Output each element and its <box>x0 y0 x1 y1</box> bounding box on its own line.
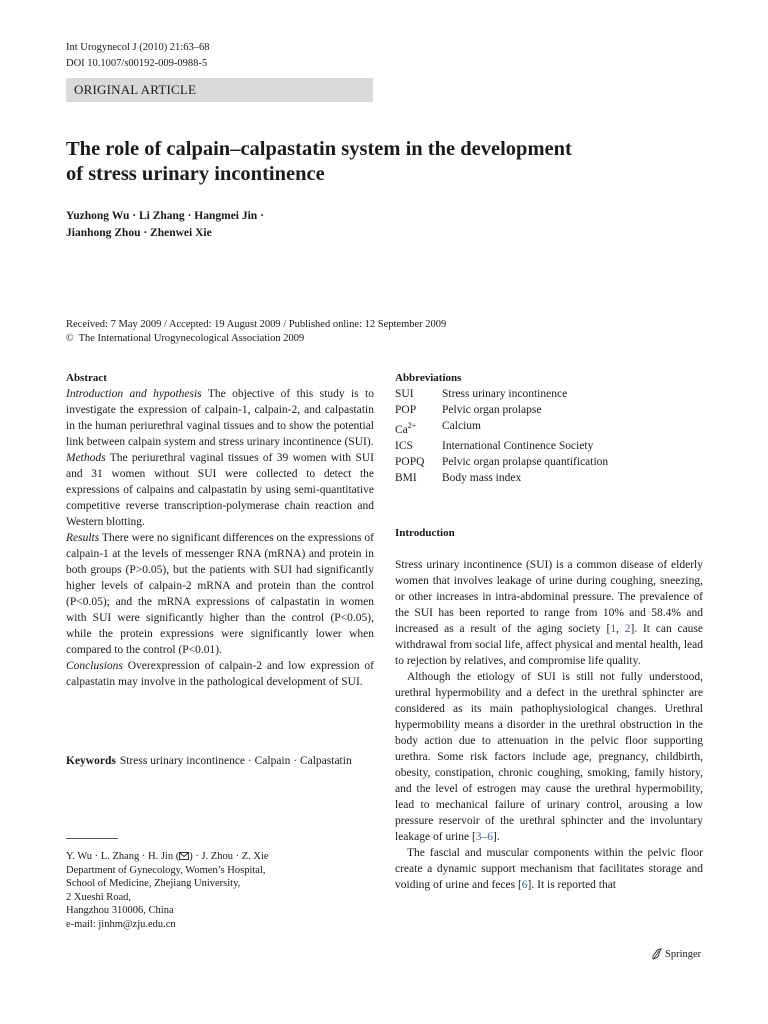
journal-doi: DOI 10.1007/s00192-009-0988-5 <box>66 58 208 69</box>
abstract-introduction <box>66 386 374 450</box>
abstract-conclusions <box>66 658 374 690</box>
abbreviation-row <box>395 454 703 470</box>
publisher-mark <box>651 948 701 960</box>
abbreviation-definition: International Continence Society <box>442 439 594 452</box>
abbreviation-definition: Body mass index <box>442 471 522 484</box>
abstract-methods-text: The periurethral vaginal tissues of 39 women with SUI and 31 women without SUI were collected to detect the expressions of calpains and calpastatin by using semi-quantitative competitive reverse transcription-polymerase chain reaction and Western blotting. <box>66 452 374 528</box>
copyright-icon: © <box>66 333 74 344</box>
abstract-results-label: Results <box>66 532 100 544</box>
introduction-paragraph-2 <box>395 669 703 845</box>
article-type-banner: ORIGINAL ARTICLE <box>66 78 373 102</box>
abstract-heading: Abstract <box>66 372 107 384</box>
abbreviation-term <box>395 418 442 438</box>
intro-p1-text-a: Stress urinary incontinence (SUI) is a common disease of elderly women that involves leakage of urine during coughing, sneezing, or other increases in intra-abdominal pressure. The prevalence of the SUI has been reported to range from 10% and 58.4% and increased as a result of the aging society [ <box>395 559 703 635</box>
abstract-intro-label: Introduction and hypothesis <box>66 388 202 400</box>
keywords <box>66 753 366 769</box>
affiliation-line-2: School of Medicine, Zhejiang University, <box>66 878 241 889</box>
intro-p2-text-a: Although the etiology of SUI is still not fully understood, urethral hypermobility and a defect in the urethral sphincter are considered as its main pathophysiological changes. Urethral hypermobility means a disorder in the urethral obstruction in the body action due to attenuation in the pelvic floor supporting urethra. Some risk factors include age, pregnancy, childbirth, obesity, constipation, chronic coughing, smoking, family history, and the level of estrogen may cause the urethral hypermobility, lead to mechanical failure of urinary control, arousing a low pressure reservoir of the urethral sphincter and the involuntary leakage of urine [ <box>395 671 703 843</box>
intro-p3-text-a: The fascial and muscular components within the pelvic floor create a dynamic support mechanism that facilitates storage and voiding of urine and feces [ <box>395 847 703 891</box>
citation-separator: , <box>616 623 625 635</box>
article-title <box>66 137 706 187</box>
journal-info <box>66 40 209 72</box>
affiliation-line-1: Department of Gynecology, Women’s Hospital, <box>66 864 266 876</box>
abbreviation-term-base: Ca <box>395 423 408 436</box>
introduction-body <box>395 557 703 893</box>
abbreviation-term: POP <box>395 404 417 416</box>
abbreviation-term: BMI <box>395 471 417 484</box>
abbreviation-definition: Pelvic organ prolapse quantification <box>442 455 609 468</box>
abbreviation-term: SUI <box>395 388 414 400</box>
abbreviation-term-superscript: 2+ <box>407 421 417 430</box>
affiliation-authors-tail: ) · J. Zhou · Z. Xie <box>189 851 269 862</box>
copyright-text: The International Urogynecological Association 2009 <box>78 333 305 344</box>
abbreviation-term: POPQ <box>395 455 425 468</box>
date-history: Received: 7 May 2009 / Accepted: 19 August 2009 / Published online: 12 September 2009 <box>66 319 447 330</box>
abbreviation-row <box>395 470 703 486</box>
authors-line-1: Yuzhong Wu · Li Zhang · Hangmei Jin · <box>66 210 264 222</box>
abbreviation-definition: Calcium <box>442 420 481 432</box>
abstract-conclusions-text: Overexpression of calpain-2 and low expression of calpastatin may involve in the pathological development of SUI. <box>66 660 374 688</box>
abstract-methods <box>66 450 374 530</box>
citation-link[interactable]: 6 <box>521 879 528 891</box>
abbreviation-definition: Stress urinary incontinence <box>442 388 568 400</box>
affiliation-authors <box>66 850 366 864</box>
abbreviation-row <box>395 438 703 454</box>
abbreviation-term: ICS <box>395 439 413 452</box>
affiliation-line-3: 2 Xueshi Road, <box>66 891 132 903</box>
citation-link[interactable]: 1 <box>610 623 617 635</box>
publisher-name: Springer <box>665 948 702 960</box>
authors-line-2: Jianhong Zhou · Zhenwei Xie <box>66 227 212 239</box>
abstract-conclusions-label: Conclusions <box>66 660 123 672</box>
abbreviations-heading: Abbreviations <box>395 372 462 384</box>
author-list <box>66 208 566 242</box>
keywords-text: Stress urinary incontinence · Calpain · Calpastatin <box>119 755 352 767</box>
title-line-1: The role of calpain–calpastatin system in the development <box>66 138 572 160</box>
introduction-paragraph-3 <box>395 845 703 893</box>
citation-link[interactable]: 2 <box>624 623 631 635</box>
affiliation-authors-text: Y. Wu · L. Zhang · H. Jin ( <box>66 851 180 862</box>
affiliation-line-4: Hangzhou 310006, China <box>66 905 174 916</box>
abstract-results <box>66 530 374 658</box>
abbreviation-row <box>395 402 703 418</box>
copyright-line <box>66 332 446 346</box>
abbreviation-definition: Pelvic organ prolapse <box>442 404 542 416</box>
introduction-paragraph-1 <box>395 557 703 669</box>
abbreviation-row <box>395 418 703 438</box>
title-line-2: of stress urinary incontinence <box>66 163 325 185</box>
keywords-label: Keywords <box>66 755 116 767</box>
affiliation-email[interactable]: e-mail: jinhm@zju.edu.cn <box>66 918 176 930</box>
intro-p3-text-b: ]. It is reported that <box>527 879 616 891</box>
envelope-icon <box>179 852 189 860</box>
citation-link[interactable]: 3–6 <box>475 831 494 843</box>
springer-logo-icon <box>651 948 662 960</box>
intro-p1-text-b: ]. It can cause withdrawal from social life, affect physical and mental health, lead to rejection by relatives, and compromise life quality. <box>395 623 703 667</box>
abstract-results-text: There were no significant differences on the expressions of calpain-1 at the levels of messenger RNA (mRNA) and protein in both groups (P>0.05), but the patients with SUI had significantly higher levels of calpain-2 mRNA and protein than the control (P<0.05); and the mRNA expressions of calpastatin in women with SUI were significantly higher than the control (P<0.05), while the protein expressions were significantly lower when compared to the control (P<0.01). <box>66 532 374 656</box>
abstract-section <box>66 370 374 690</box>
publication-dates <box>66 318 446 346</box>
abbreviation-row <box>395 386 703 402</box>
intro-p2-text-b: ]. <box>493 831 500 843</box>
journal-citation: Int Urogynecol J (2010) 21:63–68 <box>66 42 210 53</box>
abstract-methods-label: Methods <box>66 452 106 464</box>
introduction-heading: Introduction <box>395 527 455 539</box>
abbreviations-section <box>395 370 703 486</box>
affiliation-footnote <box>66 850 366 931</box>
footnote-divider <box>66 838 118 839</box>
abstract-intro-text: The objective of this study is to investigate the expression of calpain-1, calpain-2, and calpastatin in the human periurethral vaginal tissues and to show the potential link between calpain system and stress urinary incontinence (SUI). <box>66 388 374 448</box>
